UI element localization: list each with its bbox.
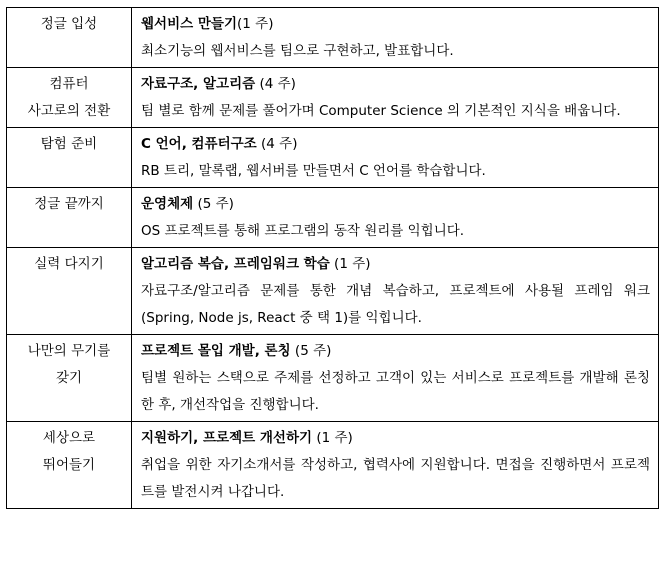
module-title: 지원하기, 프로젝트 개선하기	[141, 430, 313, 446]
stage-cell	[7, 422, 132, 509]
table-row	[7, 188, 659, 248]
module-description: RB 트리, 말록랩, 웹서버를 만들면서 C 언어를 학습합니다.	[141, 163, 486, 179]
stage-label: 컴퓨터	[49, 76, 89, 92]
module-heading	[141, 71, 650, 98]
stage-label: 정글 입성	[40, 16, 98, 32]
module-duration: (1 주)	[329, 256, 371, 272]
curriculum-table	[6, 7, 659, 509]
module-duration: (1 주)	[312, 430, 353, 446]
module-description: OS 프로젝트를 통해 프로그램의 동작 원리를 익힙니다.	[141, 223, 465, 239]
module-heading	[141, 11, 650, 38]
stage-label: 탐험 준비	[40, 136, 98, 152]
content-cell	[132, 68, 659, 128]
stage-label: 정글 끝까지	[34, 196, 104, 212]
module-description: 취업을 위한 자기소개서를 작성하고, 협력사에 지원합니다. 면접을 진행하면서 프로젝트를 발전시켜 나갑니다.	[141, 457, 650, 500]
stage-cell	[7, 188, 132, 248]
module-duration: (4 주)	[255, 76, 296, 92]
module-description: 팀별 원하는 스택으로 주제를 선정하고 고객이 있는 서비스로 프로젝트를 개발해 론칭 한 후, 개선작업을 진행합니다.	[141, 370, 650, 413]
stage-label: 갖기	[55, 370, 83, 386]
content-cell	[132, 188, 659, 248]
content-cell	[132, 248, 659, 335]
module-description: 최소기능의 웹서비스를 팀으로 구현하고, 발표합니다.	[141, 43, 454, 59]
content-cell	[132, 128, 659, 188]
module-description: 자료구조/알고리즘 문제를 통한 개념 복습하고, 프로젝트에 사용될 프레임 워크(Spring, Node js, React 중 택 1)를 익힙니다.	[141, 283, 650, 326]
module-duration: (4 주)	[256, 136, 298, 152]
module-duration: (1 주)	[237, 16, 274, 32]
stage-cell	[7, 8, 132, 68]
stage-label: 실력 다지기	[34, 256, 104, 272]
table-row	[7, 68, 659, 128]
module-title: 프로젝트 몰입 개발, 론칭	[141, 343, 291, 359]
module-title: 알고리즘 복습, 프레임워크 학습	[141, 256, 330, 272]
module-duration: (5 주)	[290, 343, 332, 359]
stage-label: 나만의 무기를	[27, 343, 111, 359]
module-duration: (5 주)	[193, 196, 234, 212]
module-heading	[141, 425, 650, 452]
stage-cell	[7, 68, 132, 128]
stage-label: 세상으로	[42, 430, 96, 446]
module-description: 팀 별로 함께 문제를 풀어가며 Computer Science 의 기본적인 지식을 배웁니다.	[141, 103, 621, 119]
module-heading	[141, 131, 650, 158]
module-heading	[141, 338, 650, 365]
module-title: 자료구조, 알고리즘	[141, 76, 256, 92]
stage-cell	[7, 128, 132, 188]
module-title: 운영체제	[141, 196, 194, 212]
stage-cell	[7, 335, 132, 422]
content-cell	[132, 422, 659, 509]
module-title: 웹서비스 만들기	[141, 16, 237, 32]
table-row	[7, 422, 659, 509]
stage-label: 뛰어들기	[42, 457, 96, 473]
table-row	[7, 248, 659, 335]
stage-cell	[7, 248, 132, 335]
table-row	[7, 128, 659, 188]
module-title: C 언어, 컴퓨터구조	[141, 136, 257, 152]
table-row	[7, 8, 659, 68]
module-heading	[141, 251, 650, 278]
module-heading	[141, 191, 650, 218]
table-row	[7, 335, 659, 422]
stage-label: 사고로의 전환	[27, 103, 111, 119]
content-cell	[132, 335, 659, 422]
content-cell	[132, 8, 659, 68]
